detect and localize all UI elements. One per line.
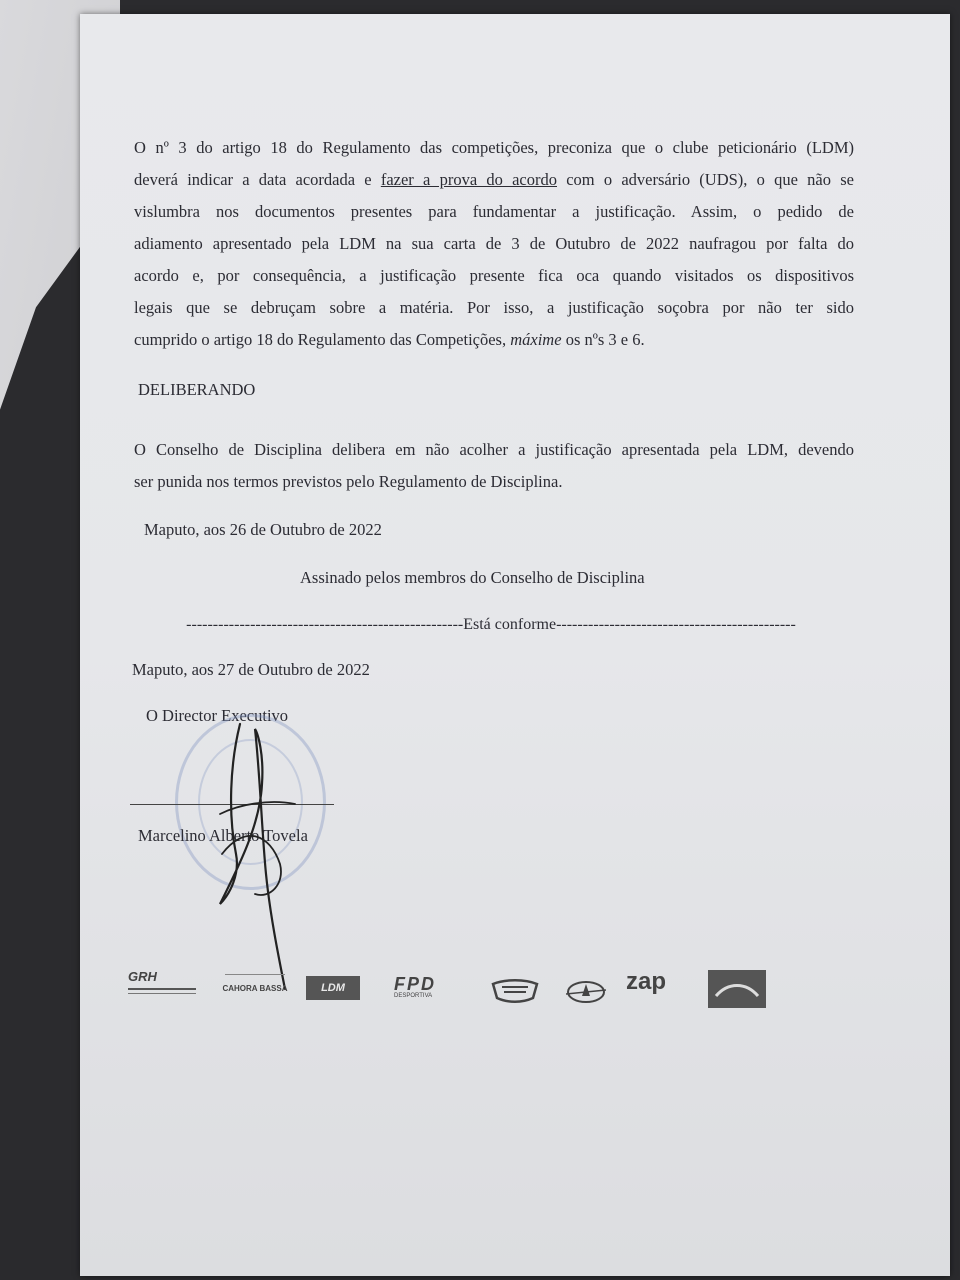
- signatory-name: Marcelino Alberto Tovela: [138, 826, 308, 845]
- underlined-phrase: fazer a prova do acordo: [380, 170, 557, 189]
- para2-line: ser punida nos termos previstos pelo Regulamento de Disciplina.: [134, 472, 563, 491]
- sponsor-3-label: LDM: [321, 982, 345, 994]
- handwritten-signature: [200, 704, 320, 994]
- sponsor-logo-3: [306, 976, 360, 1000]
- sponsor-logo-6: [566, 980, 606, 1009]
- sponsor-logo-2: [220, 974, 290, 996]
- document-page: [80, 14, 950, 1276]
- para2-line: O Conselho de Disciplina delibera em não acolher a justificação apresentada pela LDM, devendo: [134, 440, 854, 459]
- para1-line-segment: com o adversário (UDS), o que não se: [557, 170, 854, 189]
- para1-last-line: [134, 324, 854, 356]
- para1-last-suffix: os nºs 3 e 6.: [561, 330, 645, 349]
- sponsor-8-emblem-icon: [708, 970, 766, 1008]
- signatory-title: O Director Executivo: [146, 706, 289, 725]
- para1-line: acordo e, por consequência, a justificação presente fica oca quando visitados os dispositivos: [134, 266, 854, 285]
- sponsor-5-emblem-icon: [490, 978, 540, 1004]
- sponsor-logo-7: [626, 968, 666, 996]
- sponsor-2-label: CAHORA BASSA: [222, 984, 288, 993]
- sponsor-1-label: GRH: [128, 969, 157, 984]
- italic-maxime: máxime: [510, 330, 562, 349]
- sponsor-4-sublabel: DESPORTIVA: [394, 993, 433, 999]
- para1-line-segment: deverá indicar a data acordada e: [134, 170, 381, 189]
- place-date-first: Maputo, aos 26 de Outubro de 2022: [144, 520, 382, 539]
- paragraph-deliberation: [134, 434, 854, 498]
- sponsor-logo-8: [708, 970, 766, 1008]
- conformity-line: ----------------------------------------------------Está conforme---------------------------------------------: [186, 616, 796, 633]
- sponsor-6-emblem-icon: [566, 980, 606, 1004]
- place-date-second: Maputo, aos 27 de Outubro de 2022: [132, 660, 370, 679]
- para1-last-prefix: cumprido o artigo 18 do Regulamento das Competições,: [134, 330, 511, 349]
- para1-line: vislumbra nos documentos presentes para fundamentar a justificação. Assim, o pedido de: [134, 202, 854, 221]
- sponsor-logo-4: [394, 974, 474, 999]
- section-heading: DELIBERANDO: [138, 380, 256, 399]
- para1-line-underlined: [134, 164, 854, 196]
- sponsor-4-label: FPD: [394, 974, 436, 994]
- sponsor-7-label: zap: [626, 968, 667, 995]
- para1-line: O nº 3 do artigo 18 do Regulamento das competições, preconiza que o clube peticionário (LDM): [134, 138, 854, 157]
- sponsor-logo-1: [128, 968, 200, 994]
- para1-line: legais que se debruçam sobre a matéria. Por isso, a justificação soçobra por não ter sido: [134, 298, 854, 317]
- sponsor-logos: [128, 964, 778, 1024]
- paragraph-justification: [134, 132, 854, 356]
- signed-by-council: Assinado pelos membros do Conselho de Disciplina: [300, 568, 645, 587]
- sponsor-logo-5: [490, 978, 540, 1009]
- para1-line: adiamento apresentado pela LDM na sua carta de 3 de Outubro de 2022 naufragou por falta do: [134, 234, 854, 253]
